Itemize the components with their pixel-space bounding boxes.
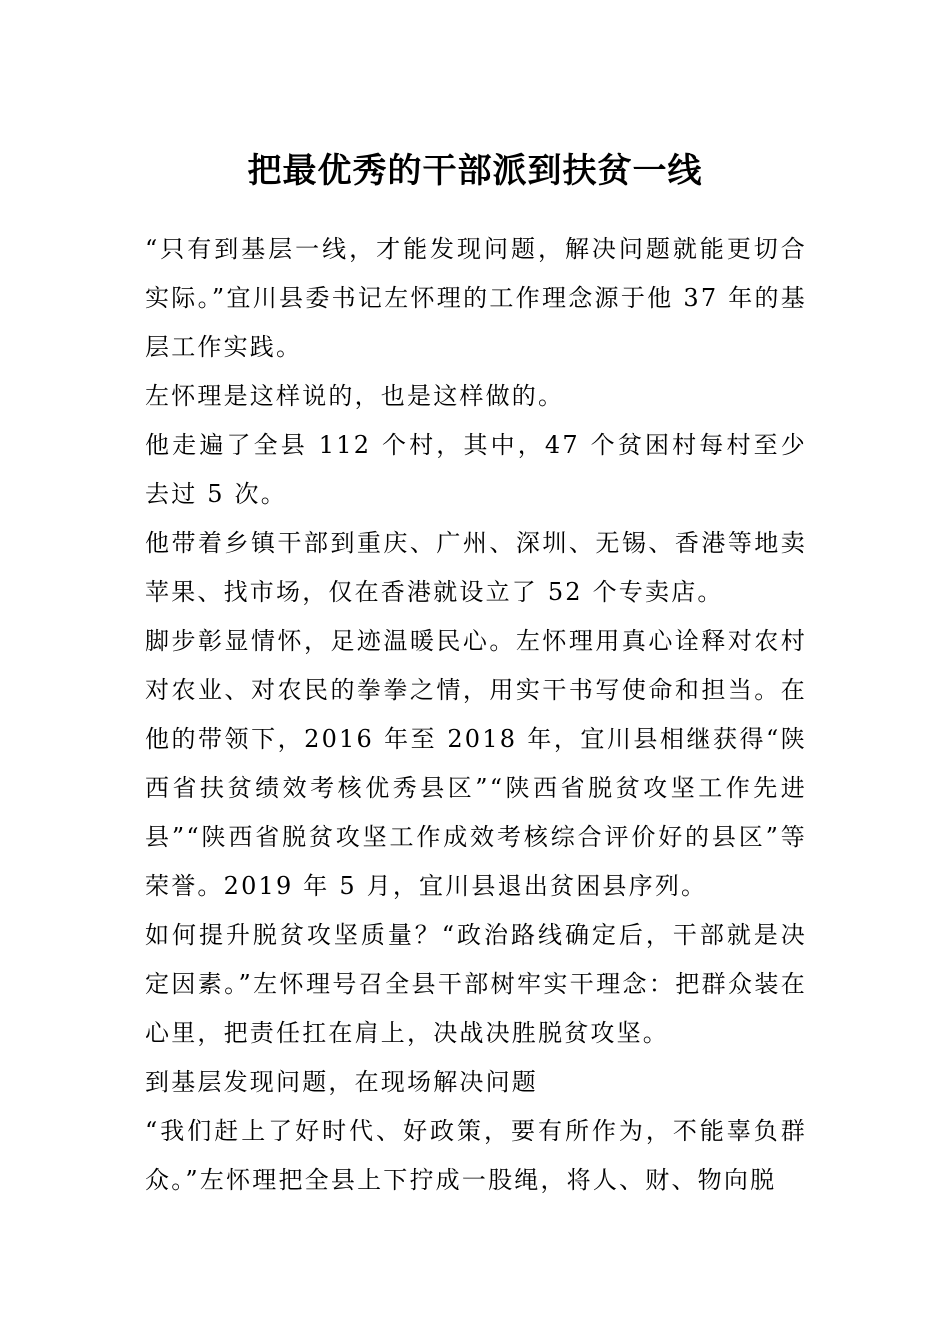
paragraph-6: 如何提升脱贫攻坚质量？“政治路线确定后，干部就是决定因素。”左怀理号召全县干部树牢实干理念：把群众装在心里，把责任扛在肩上，决战决胜脱贫攻坚。: [145, 921, 807, 1047]
document-body: [145, 225, 807, 1205]
paragraph-1: “只有到基层一线，才能发现问题，解决问题就能更切合实际。”宜川县委书记左怀理的工作理念源于他 37 年的基层工作实践。: [145, 235, 807, 361]
paragraph-7: “我们赶上了好时代、好政策，要有所作为，不能辜负群众。”左怀理把全县上下拧成一股绳，将人、财、物向脱: [145, 1117, 807, 1194]
paragraph-3: 他走遍了全县 112 个村，其中，47 个贫困村每村至少去过 5 次。: [145, 431, 807, 508]
section-heading: 到基层发现问题，在现场解决问题: [145, 1068, 538, 1096]
paragraph-5: 脚步彰显情怀，足迹温暖民心。左怀理用真心诠释对农村对农业、对农民的拳拳之情，用实干书写使命和担当。在他的带领下，2016 年至 2018 年，宜川县相继获得“陕西省扶贫绩效考核优秀县区”“陕西省脱贫攻坚工作先进县”“陕西省脱贫攻坚工作成效考核综合评价好的县区”等荣誉。2019 年 5 月，宜川县退出贫困县序列。: [145, 627, 807, 900]
document-title: 把最优秀的干部派到扶贫一线: [247, 150, 703, 191]
paragraph-2: 左怀理是这样说的，也是这样做的。: [145, 382, 565, 410]
paragraph-4: 他带着乡镇干部到重庆、广州、深圳、无锡、香港等地卖苹果、找市场，仅在香港就设立了 52 个专卖店。: [145, 529, 807, 606]
